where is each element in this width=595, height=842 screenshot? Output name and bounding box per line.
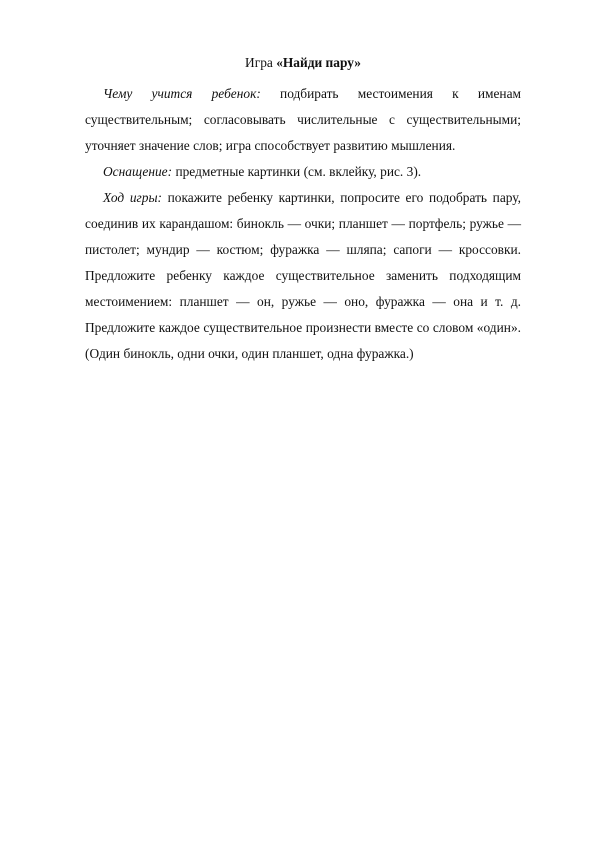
paragraph-game-procedure (85, 185, 521, 367)
paragraph-equipment (85, 159, 521, 185)
document-title (85, 50, 521, 76)
paragraph-text: покажите ребенку картинки, попросите его подобрать пару, соединив их карандашом: бинокль — очки; планшет — портфель; ружье — пистолет; мундир — костюм; фуражка — шляпа; сапоги — кроссовки. Предложите ребенку каждое существительное заменить подходящим местоимением: планшет — он, ружье — оно, фуражка — она и т. д. Предложите каждое существительное произнести вместе со словом «один». (Один бинокль, одни очки, один планшет, одна фуражка.) (85, 190, 522, 361)
document-page (85, 50, 521, 367)
title-prefix: Игра (245, 55, 277, 70)
game-name: «Найди пару» (276, 55, 361, 70)
paragraph-text: предметные картинки (см. вклейку, рис. 3). (172, 164, 422, 179)
paragraph-lead: Оснащение: (103, 164, 173, 179)
paragraph-lead: Чему учится ребенок: (103, 86, 261, 101)
paragraph-learning-goals (85, 81, 521, 159)
paragraph-lead: Ход игры: (103, 190, 162, 205)
paragraph-text: подбирать местоимения к именам существительным; согласовывать числительные с существительными; уточняет значение слов; игра способствует развитию мышления. (85, 86, 521, 153)
